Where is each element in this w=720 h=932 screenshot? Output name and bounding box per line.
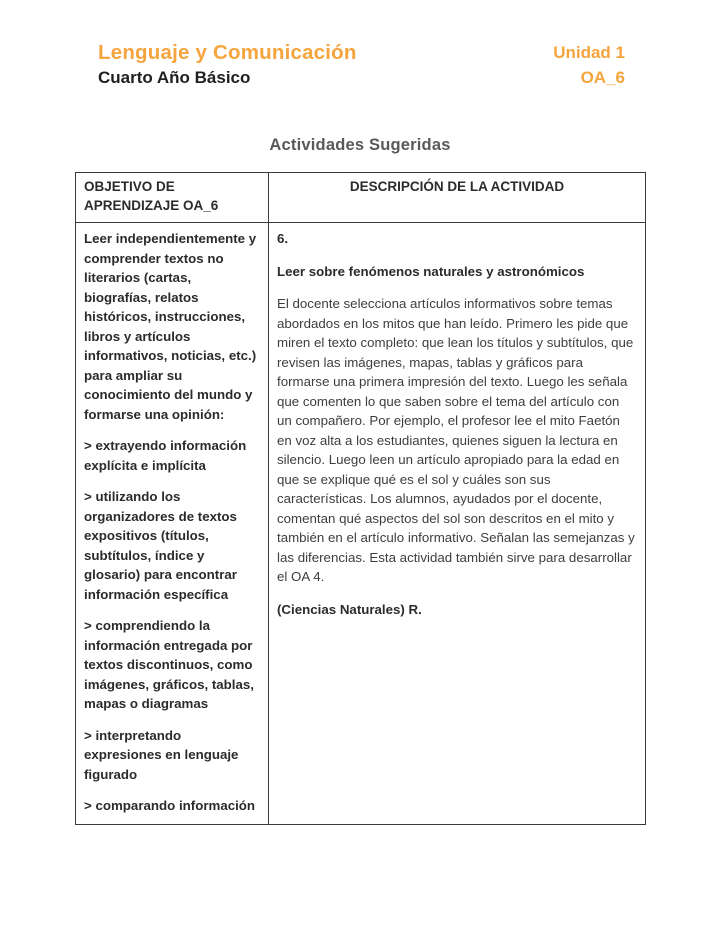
table-header-row: [76, 173, 646, 223]
activity-cell: [269, 223, 646, 825]
objective-bullet: > comparando información: [84, 798, 256, 813]
objective-bullet: > extrayendo información explícita e implícita: [84, 438, 247, 473]
table-body-row: [76, 223, 646, 825]
column-header-description: DESCRIPCIÓN DE LA ACTIVIDAD: [269, 173, 646, 223]
header-left-block: [98, 40, 357, 90]
grade-subtitle: Cuarto Año Básico: [98, 68, 251, 87]
subject-title: Lenguaje y Comunicación: [98, 41, 357, 64]
objective-bullet: > comprendiendo la información entregada por textos discontinuos, como imágenes, gráficos, tablas, mapas o diagramas: [84, 618, 254, 711]
objective-intro: Leer independientemente y comprender textos no literarios (cartas, biografías, relatos históricos, instrucciones, libros y artículos informativos, noticias, etc.) para ampliar su conocimiento del mundo y formarse una opinión:: [84, 231, 257, 422]
header-right-block: [553, 40, 625, 90]
activities-table: [75, 172, 646, 825]
activity-body: El docente selecciona artículos informativos sobre temas abordados en los mitos que han leído. Primero les pide que miren el texto completo: que lean los títulos y subtítulos, que revisen las imágenes, mapas, tablas y gráficos para formarse una primera impresión del texto. Luego les señala que comenten lo que saben sobre el tema del artículo con un compañero. Por ejemplo, el profesor lee el mito Faetón en voz alta a los estudiantes, quienes siguen la lectura en silencio. Luego leen un artículo apropiado para la edad en que se explique qué es el sol y cuáles son sus características. Los alumnos, ayudados por el docente, comentan qué aspectos del sol son descritos en el mito y también en el artículo informativo. Señalan las semejanzas y las diferencias. Esta actividad también sirve para desarrollar el OA 4.: [277, 296, 635, 584]
document-header: [0, 0, 720, 90]
activity-number: 6.: [277, 231, 289, 246]
column-header-objective: OBJETIVO DE APRENDIZAJE OA_6: [76, 173, 269, 223]
section-title: Actividades Sugeridas: [269, 136, 451, 154]
objective-bullet: > utilizando los organizadores de textos expositivos (títulos, subtítulos, índice y glosario) para encontrar información específica: [84, 489, 237, 602]
objective-bullet: > interpretando expresiones en lenguaje figurado: [84, 727, 239, 782]
activity-title: Leer sobre fenómenos naturales y astronómicos: [277, 263, 585, 279]
oa-code-label: OA_6: [580, 68, 625, 87]
unit-label: Unidad 1: [553, 43, 625, 62]
objective-cell: [76, 223, 269, 825]
activity-footer: (Ciencias Naturales) R.: [277, 601, 422, 617]
